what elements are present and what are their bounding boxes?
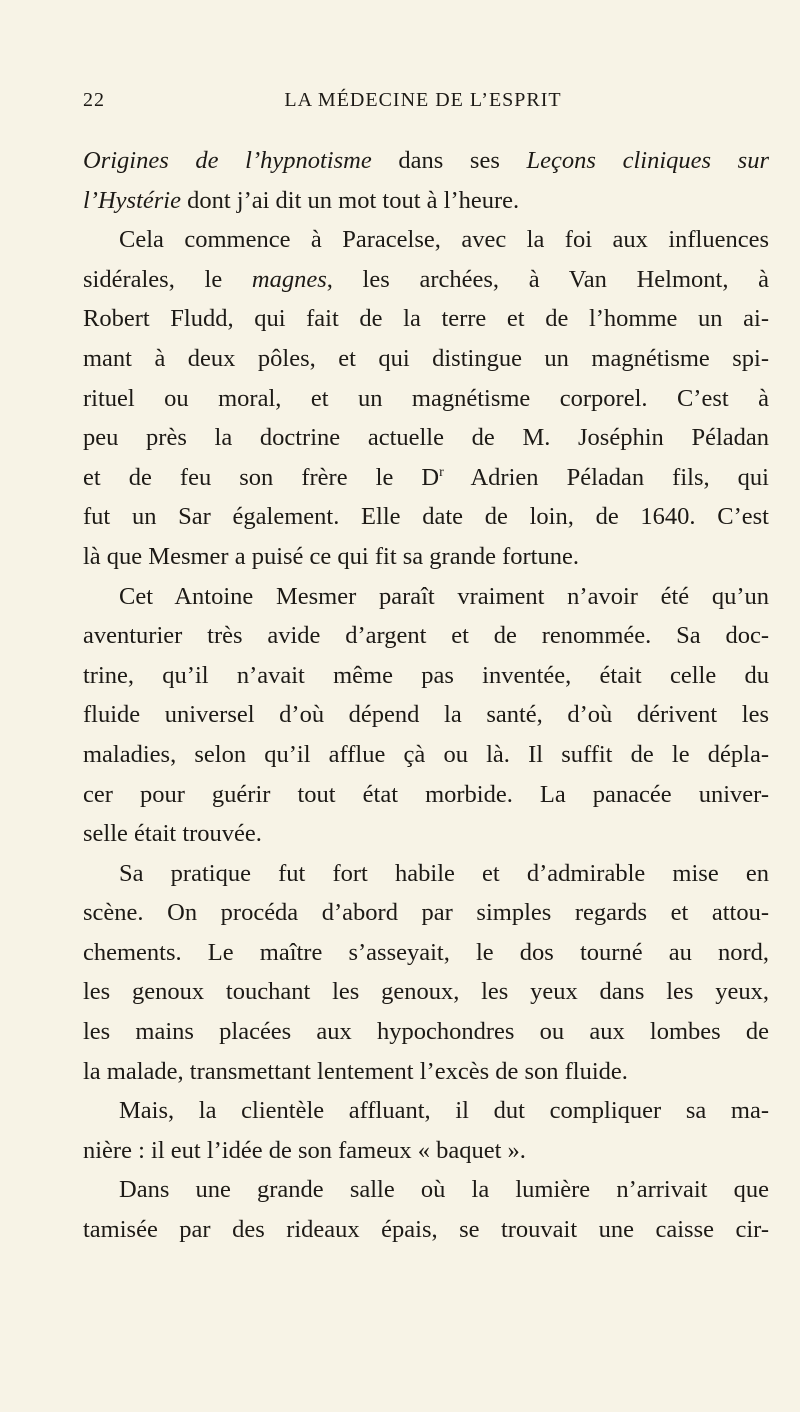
text-line: peu près la doctrine actuelle de M. Joséphin Péladan bbox=[83, 424, 769, 452]
text-line: tamisée par des rideaux épais, se trouvait une caisse cir- bbox=[83, 1216, 769, 1244]
text-line: là que Mesmer a puisé ce qui fit sa grande fortune. bbox=[83, 542, 579, 570]
text-line: maladies, selon qu’il afflue çà ou là. Il suffit de le dépla- bbox=[83, 740, 769, 768]
text-line: Cela commence à Paracelse, avec la foi aux influences bbox=[119, 226, 769, 254]
running-head bbox=[83, 89, 763, 119]
running-title: LA MÉDECINE DE L’ESPRIT bbox=[284, 89, 562, 111]
italic-title: Origines de l’hypnotisme bbox=[83, 147, 372, 174]
page-number: 22 bbox=[83, 89, 105, 111]
text-line: fluide universel d’où dépend la santé, d’où dérivent les bbox=[83, 701, 769, 729]
text-line: selle était trouvée. bbox=[83, 820, 262, 848]
text-line: Mais, la clientèle affluant, il dut compliquer sa ma- bbox=[119, 1097, 769, 1125]
text-line: l’Hystérie dont j’ai dit un mot tout à l’heure. bbox=[83, 186, 520, 214]
body-text bbox=[83, 141, 769, 1250]
text-line: trine, qu’il n’avait même pas inventée, était celle du bbox=[83, 661, 769, 689]
superscript: r bbox=[439, 464, 444, 480]
text-line: chements. Le maître s’asseyait, le dos tourné au nord, bbox=[83, 938, 769, 966]
text-line: et de feu son frère le $D^r$ Adrien Péladan fils, qui bbox=[83, 463, 769, 491]
italic-title: Leçons cliniques sur bbox=[526, 147, 770, 174]
text-line: aventurier très avide d’argent et de renommée. Sa doc- bbox=[83, 622, 769, 650]
text-line: nière : il eut l’idée de son fameux « baquet ». bbox=[83, 1136, 526, 1164]
text-line: Origines de l’hypnotisme dans ses Leçons cliniques sur bbox=[83, 147, 770, 174]
text-line: Robert Fludd, qui fait de la terre et de l’homme un ai- bbox=[83, 305, 769, 333]
text-line: rituel ou moral, et un magnétisme corporel. C’est à bbox=[83, 384, 769, 412]
text-line: Sa pratique fut fort habile et d’admirable mise en bbox=[119, 859, 769, 887]
text-line: les mains placées aux hypochondres ou aux lombes de bbox=[83, 1018, 769, 1046]
text-line: mant à deux pôles, et qui distingue un magnétisme spi- bbox=[83, 344, 769, 372]
text-line: sidérales, le magnes, les archées, à Van Helmont, à bbox=[83, 265, 769, 293]
italic-title: l’Hystérie bbox=[83, 186, 181, 214]
text-line: fut un Sar également. Elle date de loin, de 1640. C’est bbox=[83, 503, 769, 531]
text-line: les genoux touchant les genoux, les yeux dans les yeux, bbox=[83, 978, 769, 1006]
italic-term: magnes bbox=[251, 265, 327, 293]
text-line: scène. On procéda d’abord par simples regards et attou- bbox=[83, 899, 769, 927]
text-line: cer pour guérir tout état morbide. La panacée univer- bbox=[83, 780, 769, 808]
text-line: Dans une grande salle où la lumière n’arrivait que bbox=[119, 1176, 769, 1204]
text-line: Cet Antoine Mesmer paraît vraiment n’avoir été qu’un bbox=[119, 582, 769, 610]
text-line: la malade, transmettant lentement l’excès de son fluide. bbox=[83, 1057, 628, 1085]
